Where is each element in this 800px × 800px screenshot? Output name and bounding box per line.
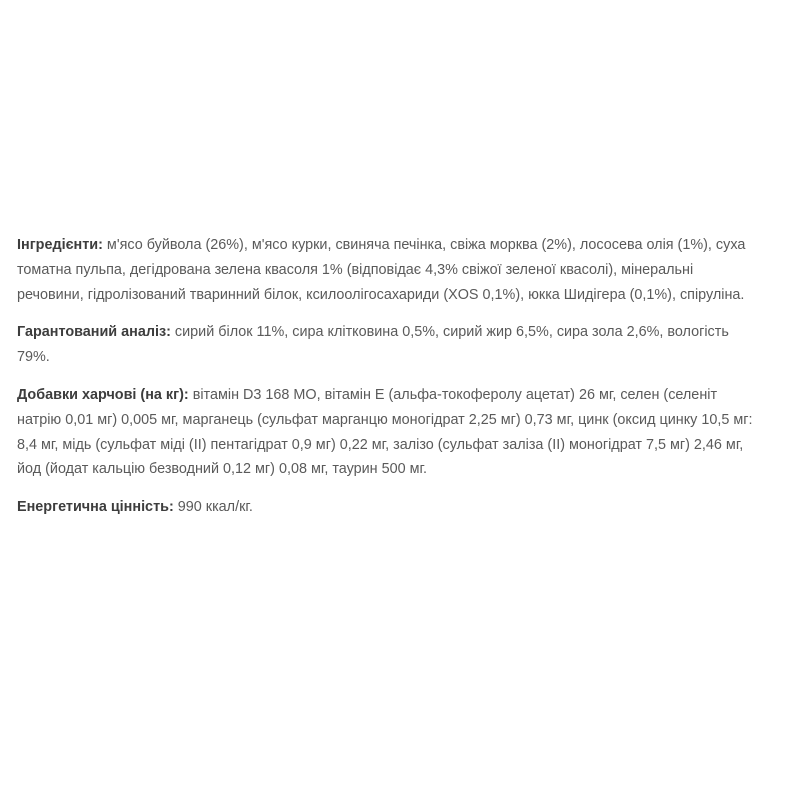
energy-value-label: Енергетична цінність: [17, 499, 174, 516]
additives-label: Добавки харчові (на кг): [17, 386, 189, 403]
additives-section [17, 383, 760, 482]
guaranteed-analysis-section [17, 320, 760, 370]
energy-value-section [17, 495, 760, 520]
guaranteed-analysis-text: сирий білок 11%, сира клітковина 0,5%, сирий жир 6,5%, сира зола 2,6%, вологість 79%. [17, 324, 729, 366]
ingredients-section [17, 233, 760, 307]
additives-text: вітамін D3 168 МО, вітамін Е (альфа-токоферолу ацетат) 26 мг, селен (селеніт натрію 0,01 мг) 0,005 мг, марганець (сульфат марганцю моногідрат 2,25 мг) 0,73 мг, цинк (оксид цинку 10,5 мг: 8,4 мг, мідь (сульфат міді (II) пентагідрат 0,9 мг) 0,22 мг, залізо (сульфат заліза (II) моногідрат 7,5 мг) 2,46 мг, йод (йодат кальцію безводний 0,12 мг) 0,08 мг, таурин 500 мг. [17, 386, 753, 478]
ingredients-text: м'ясо буйвола (26%), м'ясо курки, свиняча печінка, свіжа морква (2%), лососева олія (1%), суха томатна пульпа, дегідрована зелена квасоля 1% (відповідає 4,3% свіжої зеленої квасолі), мінеральні речовини, гідролізований тваринний білок, ксилоолігосахариди (XOS 0,1%), юкка Шидігера (0,1%), спіруліна. [17, 237, 746, 303]
energy-value-text: 990 ккал/кг. [173, 499, 253, 516]
ingredients-label: Інгредієнти: [17, 237, 103, 253]
guaranteed-analysis-label: Гарантований аналіз: [17, 324, 171, 341]
